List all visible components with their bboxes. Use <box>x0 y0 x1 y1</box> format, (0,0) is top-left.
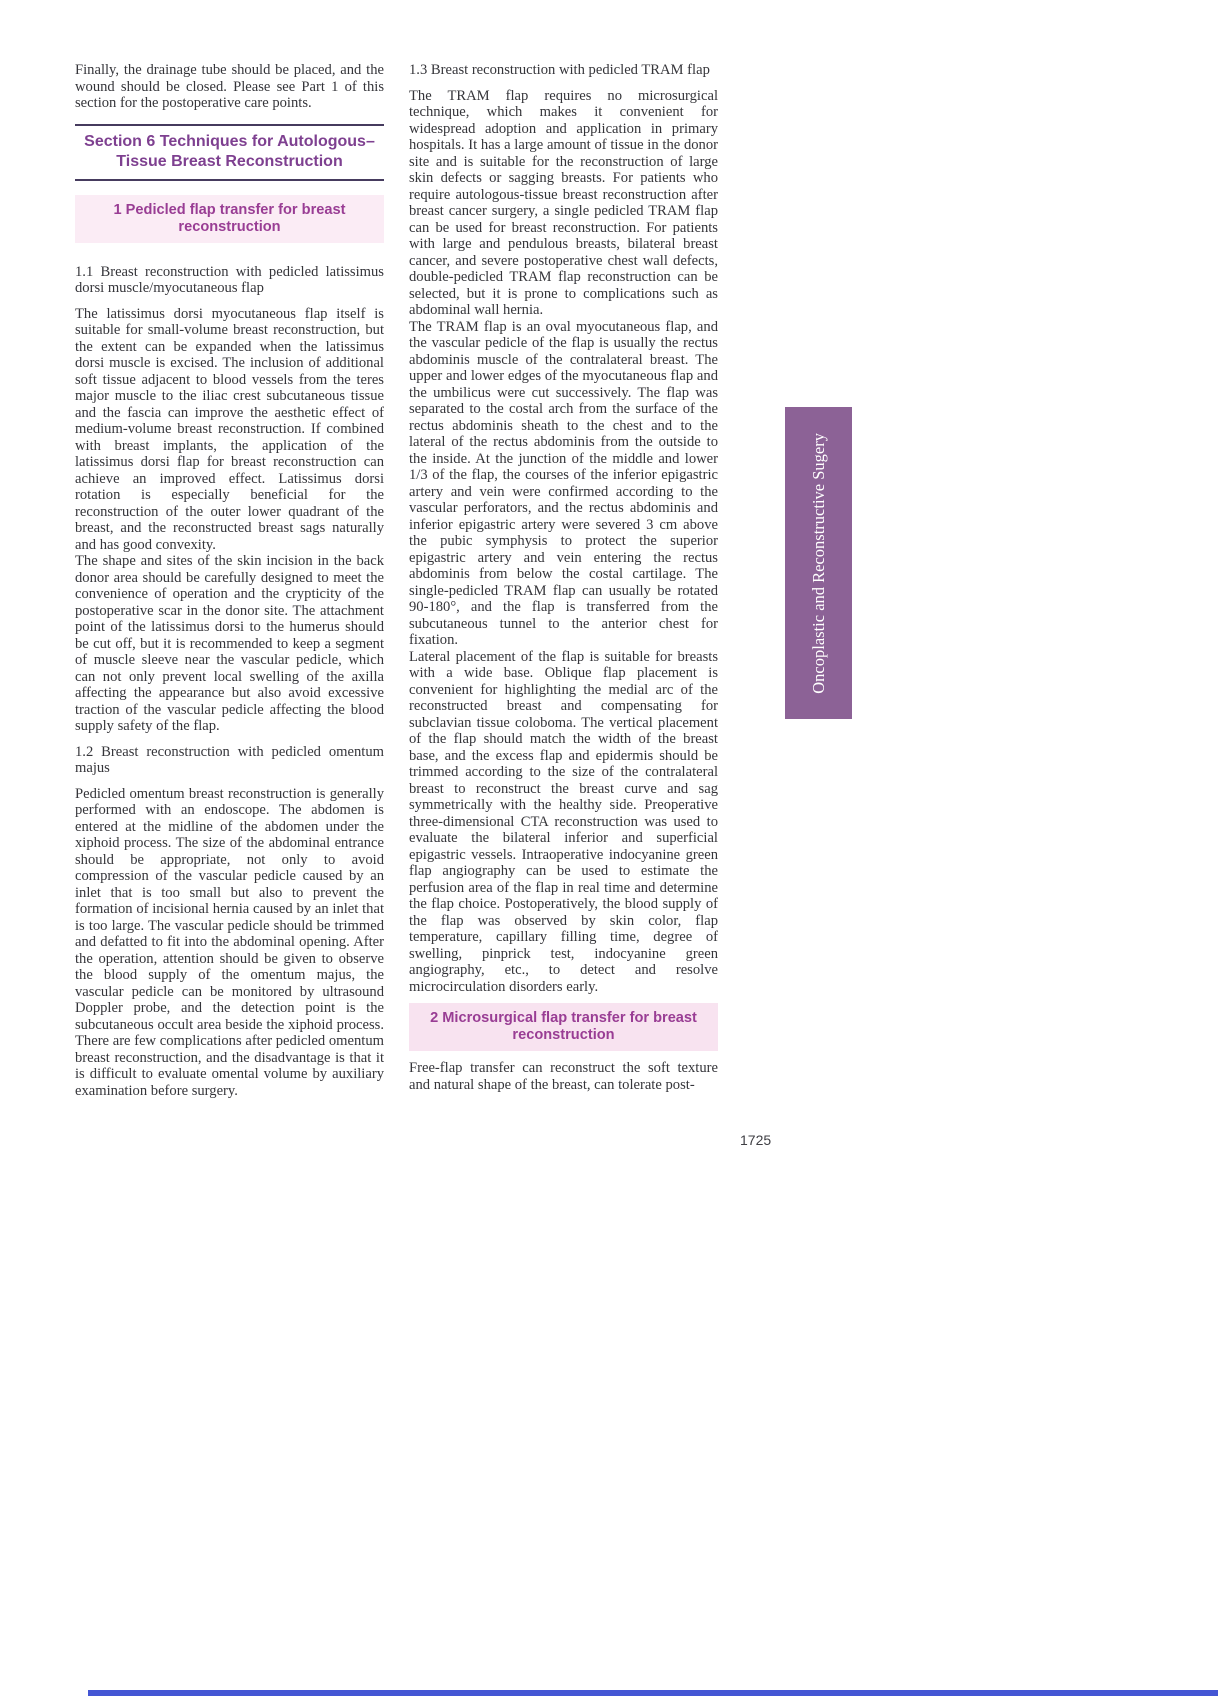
heading-1-1: 1.1 Breast reconstruction with pedicled latissimus dorsi muscle/myocutaneous flap <box>75 263 384 296</box>
paragraph-1-3-b: The TRAM flap is an oval myocutaneous flap, and the vascular pedicle of the flap is usually the rectus abdominis muscle of the contralateral breast. The upper and lower edges of the myocutaneous flap and the umbilicus were cut successively. The flap was separated to the costal arch from the surface of the rectus abdominis sheath to the chest and to the lateral of the rectus abdominis from the outside to the inside. At the junction of the middle and lower 1/3 of the flap, the courses of the inferior epigastric artery and vein were confirmed according to the vascular perforators, and the rectus abdominis and inferior epigastric artery were severed 3 cm above the pubic symphysis to protect the superior epigastric artery and vein entering the rectus abdominis from below the costal cartilage. The single-pedicled TRAM flap can usually be rotated 90-180°, and the flap is transferred from the subcutaneous tunnel to the anterior chest for fixation. <box>409 318 718 648</box>
banner-pedicled-flap-transfer: 1 Pedicled flap transfer for breast reconstruction <box>75 195 384 243</box>
bottom-blue-bar <box>88 1690 1218 1696</box>
chapter-edge-tab <box>785 407 852 719</box>
section-6-header: Section 6 Techniques for Autologous–Tissue Breast Reconstruction <box>75 124 384 181</box>
paragraph-1-3-c: Lateral placement of the flap is suitable for breasts with a wide base. Oblique flap placement is convenient for highlighting the medial arc of the reconstructed breast and compensating for subclavian tissue coloboma. The vertical placement of the flap should match the width of the breast base, and the excess flap and epidermis should be trimmed according to the size of the contralateral breast to reconstruct the breast curve and sag symmetrically with the healthy side. Preoperative three-dimensional CTA reconstruction was used to evaluate the bilateral inferior and superficial epigastric vessels. Intraoperative indocyanine green flap angiography can be used to estimate the perfusion area of the flap in real time and determine the flap choice. Postoperatively, the blood supply of the flap was observed by skin color, flap temperature, capillary filling time, degree of swelling, pinprick test, indocyanine green angiography, etc., to detect and resolve microcirculation disorders early. <box>409 648 718 995</box>
intro-paragraph: Finally, the drainage tube should be placed, and the wound should be closed. Please see Part 1 of this section for the postoperative care points. <box>75 62 384 111</box>
heading-1-3: 1.3 Breast reconstruction with pedicled TRAM flap <box>409 62 710 78</box>
page-number: 1725 <box>740 1132 772 1148</box>
chapter-tab-label: Oncoplastic and Reconstructive Sugery <box>808 432 828 694</box>
paragraph-1-1-a: The latissimus dorsi myocutaneous flap itself is suitable for small-volume breast reconstruction, but the extent can be expanded when the latissimus dorsi muscle is excised. The inclusion of additional soft tissue adjacent to blood vessels from the teres major muscle to the iliac crest subcutaneous tissue and the fascia can improve the aesthetic effect of medium-volume breast reconstruction. If combined with breast implants, the application of the latissimus dorsi flap for breast reconstruction can achieve an improved effect. Latissimus dorsi rotation is especially beneficial for the reconstruction of the outer lower quadrant of the breast, and the reconstructed breast sags naturally and has good convexity. <box>75 305 384 553</box>
heading-1-2: 1.2 Breast reconstruction with pedicled omentum majus <box>75 743 384 776</box>
paragraph-2: Free-flap transfer can reconstruct the soft texture and natural shape of the breast, can tolerate post- <box>409 1060 718 1093</box>
right-column <box>409 62 718 1093</box>
paragraph-1-3-a: The TRAM flap requires no microsurgical technique, which makes it convenient for widespread adoption and application in primary hospitals. It has a large amount of tissue in the donor site and is suitable for the reconstruction of large skin defects or sagging breasts. For patients who require autologous-tissue breast reconstruction after breast cancer surgery, a single pedicled TRAM flap can be used for breast reconstruction. For patients with large and pendulous breasts, bilateral breast cancer, and severe postoperative chest wall defects, double-pedicled TRAM flap reconstruction can be selected, but it is prone to complications such as abdominal wall hernia. <box>409 87 718 318</box>
paragraph-1-2: Pedicled omentum breast reconstruction is generally performed with an endoscope. The abdomen is entered at the midline of the abdomen under the xiphoid process. The size of the abdominal entrance should be appropriate, not only to avoid compression of the vascular pedicle caused by an inlet that is too small but also to prevent the formation of incisional hernia caused by an inlet that is too large. The vascular pedicle should be trimmed and defatted to fit into the abdominal opening. After the operation, attention should be given to observe the blood supply of the omentum majus, the vascular pedicle can be monitored by ultrasound Doppler probe, and the detection point is the subcutaneous occult area beside the xiphoid process. There are few complications after pedicled omentum breast reconstruction, and the disadvantage is that it is difficult to evaluate omental volume by auxiliary examination before surgery. <box>75 785 384 1099</box>
paragraph-1-1-b: The shape and sites of the skin incision in the back donor area should be carefully designed to meet the convenience of operation and the crypticity of the postoperative scar in the donor site. The attachment point of the latissimus dorsi to the humerus should be cut off, but it is recommended to keep a segment of muscle sleeve near the vascular pedicle, which can not only prevent local swelling of the axilla affecting the appearance but also avoid excessive traction of the vascular pedicle affecting the blood supply safety of the flap. <box>75 553 384 734</box>
banner-microsurgical-flap-transfer: 2 Microsurgical flap transfer for breast reconstruction <box>409 1003 718 1051</box>
left-column <box>75 62 384 1099</box>
